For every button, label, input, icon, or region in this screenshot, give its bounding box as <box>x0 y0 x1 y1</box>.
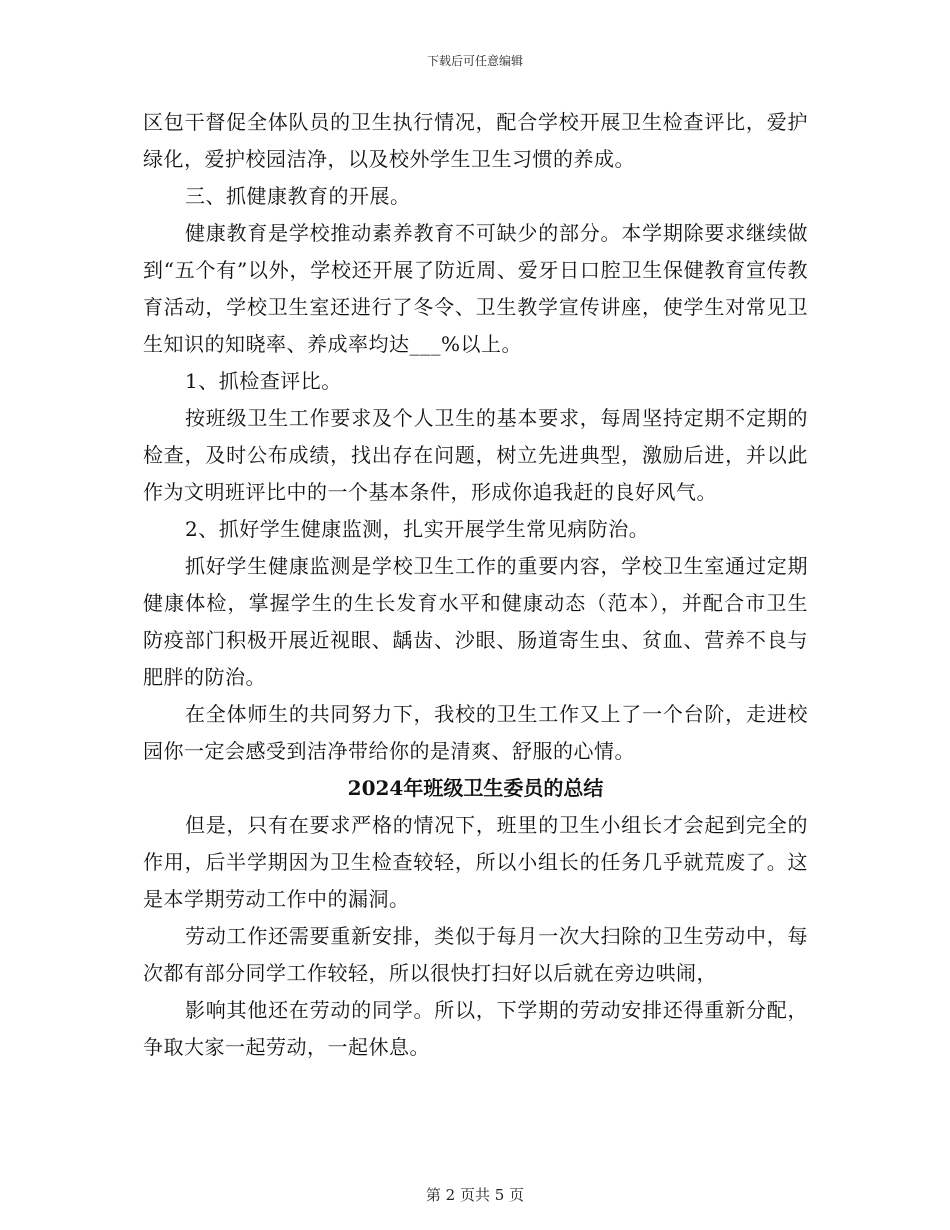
paragraph: 健康教育是学校推动素养教育不可缺少的部分。本学期除要求继续做到“五个有”以外，学校还开展了防近周、爱牙日口腔卫生保健教育宣传教育活动，学校卫生室还进行了冬令、卫生教学宣传讲座，使学生对常见卫生知识的知晓率、养成率均达___%以上。 <box>143 221 808 356</box>
paragraph: 影响其他还在劳动的同学。所以，下学期的劳动安排还得重新分配，争取大家一起劳动，一起休息。 <box>143 998 808 1059</box>
paragraph: 劳动工作还需要重新安排，类似于每月一次大扫除的卫生劳动中，每次都有部分同学工作较轻，所以很快打扫好以后就在旁边哄闹， <box>143 924 808 985</box>
paragraph: 但是，只有在要求严格的情况下，班里的卫生小组长才会起到完全的作用，后半学期因为卫生检查较轻，所以小组长的任务几乎就荒废了。这是本学期劳动工作中的漏洞。 <box>143 813 808 911</box>
page-header: 下载后可任意编辑 <box>426 54 523 68</box>
paragraph: 在全体师生的共同努力下，我校的卫生工作又上了一个台阶，走进校园你一定会感受到洁净带给你的是清爽、舒服的心情。 <box>143 702 808 763</box>
paragraph: 区包干督促全体队员的卫生执行情况，配合学校开展卫生检查评比，爱护绿化，爱护校园洁净，以及校外学生卫生习惯的养成。 <box>143 110 808 171</box>
paragraph: 抓好学生健康监测是学校卫生工作的重要内容，学校卫生室通过定期健康体检，掌握学生的生长发育水平和健康动态（范本），并配合市卫生防疫部门积极开展近视眼、龋齿、沙眼、肠道寄生虫、贫血、营养不良与肥胖的防治。 <box>143 554 808 689</box>
page-footer: 第 2 页共 5 页 <box>425 1186 525 1204</box>
paragraph: 按班级卫生工作要求及个人卫生的基本要求，每周坚持定期不定期的检查，及时公布成绩，找出存在问题，树立先进典型，激励后进，并以此作为文明班评比中的一个基本条件，形成你追我赶的良好风气。 <box>143 406 808 504</box>
document-body <box>143 104 808 1066</box>
sub-heading: 2、抓好学生健康监测，扎实开展学生常见病防治。 <box>185 517 650 541</box>
sub-heading: 1、抓检查评比。 <box>185 369 342 393</box>
section-title: 2024年班级卫生委员的总结 <box>347 776 604 800</box>
section-heading: 三、抓健康教育的开展。 <box>185 184 411 208</box>
